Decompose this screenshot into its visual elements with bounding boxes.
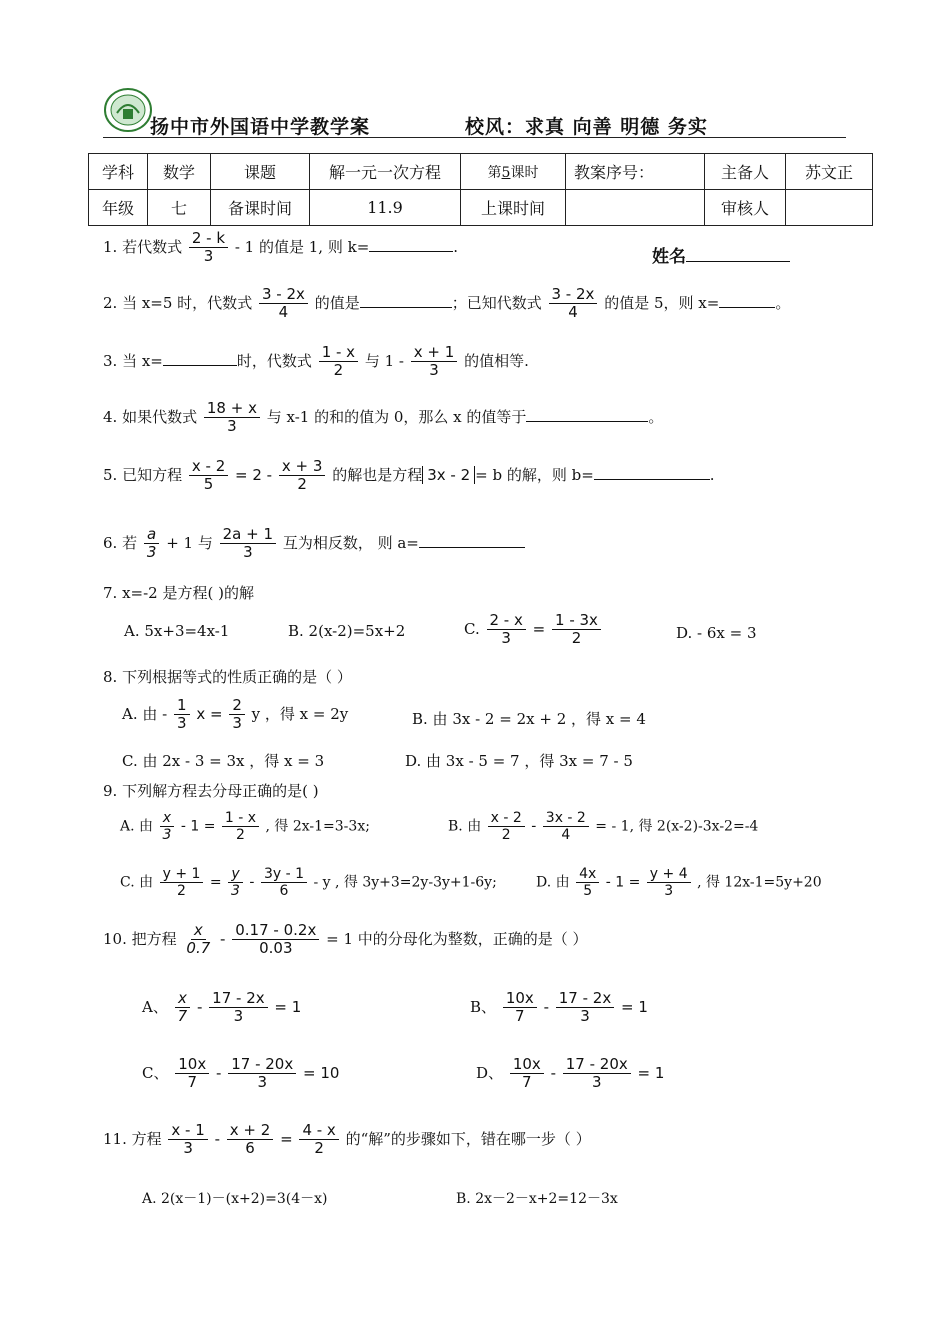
fraction: $\frac{2a + 1}{3}$ <box>220 526 276 562</box>
option-9a: A. 由 $\frac{x}{3}$ - 1 = $\frac{1 - x}{2}$ , 得 2x-1=3-3x; <box>120 810 370 844</box>
answer-blank[interactable] <box>369 237 453 252</box>
fraction: $\frac{3 - 2x}{4}$ <box>259 286 308 322</box>
option-7b: B. 2(x-2)=5x+2 <box>288 622 406 640</box>
fraction: $\frac{0.17 - 0.2x}{0.03}$ <box>232 922 319 958</box>
question-10-stem: 10. 把方程 $\frac{x}{0.7}$ - $\frac{0.17 - 0.2x}{0.03}$ = 1 中的分母化为整数，正确的是（ ） <box>103 921 588 958</box>
fraction: $\frac{x}{7}$ <box>175 990 191 1026</box>
fraction: $\frac{2 - x}{3}$ <box>487 612 526 648</box>
school-name: 扬中市外国语中学教学案 <box>150 116 371 138</box>
question-6: 6. 若 $\frac{a}{3}$ + 1 与 $\frac{2a + 1}{3}$ 互为相反数， 则 a= <box>103 526 525 562</box>
cell-topic: 解一元一次方程 <box>310 154 461 190</box>
fraction: $\frac{3x - 2}{4}$ <box>543 810 589 843</box>
question-4: 4. 如果代数式 $\frac{18 + x}{3}$ 与 x-1 的和的值为 0，那么 x 的值等于 。 <box>103 399 664 436</box>
option-11b: B. 2x－2－x+2=12－3x <box>456 1191 618 1207</box>
lesson-info-table <box>88 153 873 226</box>
fraction: $\frac{10x}{7}$ <box>175 1056 209 1092</box>
fraction: $\frac{x - 2}{5}$ <box>189 458 228 494</box>
answer-blank[interactable] <box>163 351 237 366</box>
fraction: $\frac{x + 2}{6}$ <box>227 1122 274 1158</box>
fraction: $\frac{x + 1}{3}$ <box>411 344 458 380</box>
fraction: $\frac{2 - k}{3}$ <box>189 230 228 266</box>
answer-blank[interactable] <box>360 293 452 308</box>
cell-subject: 数学 <box>148 154 211 190</box>
fraction: $\frac{x}{3}$ <box>159 810 174 843</box>
fraction: $\frac{2}{3}$ <box>229 697 245 733</box>
fraction: $\frac{y + 4}{3}$ <box>647 866 691 899</box>
school-logo <box>103 87 153 133</box>
fraction: $\frac{10x}{7}$ <box>510 1056 544 1092</box>
question-11-stem: 11. 方程 $\frac{x - 1}{3}$ - $\frac{x + 2}{6}$ = $\frac{4 - x}{2}$ 的“解”的步骤如下，错在哪一步（ ） <box>103 1121 591 1158</box>
fraction: $\frac{17 - 2x}{3}$ <box>556 990 614 1026</box>
fraction: $\frac{18 + x}{3}$ <box>204 400 260 436</box>
question-3: 3. 当 x= 时，代数式 $\frac{1 - x}{2}$ 与 1 - $\frac{x + 1}{3}$ 的值相等. <box>103 343 529 380</box>
name-field: 姓名 <box>652 242 790 267</box>
option-10c: C、 $\frac{10x}{7}$ - $\frac{17 - 20x}{3}$ = 10 <box>142 1055 340 1092</box>
header-rule <box>103 137 846 138</box>
fraction: $\frac{1 - x}{2}$ <box>222 810 259 843</box>
option-8a: A. 由 - $\frac{1}{3}$ x = $\frac{2}{3}$ y ，得 x = 2y <box>122 696 349 733</box>
fraction: $\frac{3 - 2x}{4}$ <box>549 286 598 322</box>
option-11a: A. 2(x－1)－(x+2)=3(4－x) <box>142 1191 328 1207</box>
fraction: $\frac{1 - 3x}{2}$ <box>552 612 601 648</box>
option-7c: C. $\frac{2 - x}{3}$ = $\frac{1 - 3x}{2}$ <box>464 612 603 648</box>
cell-grade: 七 <box>148 190 211 226</box>
cell-subject-label: 学科 <box>89 154 148 190</box>
fraction: $\frac{x - 2}{2}$ <box>488 810 525 843</box>
cell-lead: 苏文正 <box>786 154 873 190</box>
fraction: $\frac{4x}{5}$ <box>576 866 599 899</box>
table-row <box>89 190 873 226</box>
option-7d: D. - 6x = 3 <box>676 624 757 642</box>
cell-reviewer <box>786 190 873 226</box>
option-9d: D. 由 $\frac{4x}{5}$ - 1 = $\frac{y + 4}{3}$ , 得 12x-1=5y+20 <box>536 866 822 900</box>
fraction: $\frac{4 - x}{2}$ <box>299 1122 338 1158</box>
answer-blank[interactable] <box>419 533 525 548</box>
option-10b: B、 $\frac{10x}{7}$ - $\frac{17 - 2x}{3}$ = 1 <box>470 989 648 1026</box>
fraction: $\frac{y}{3}$ <box>228 866 243 899</box>
cell-reviewer-label: 审核人 <box>705 190 786 226</box>
fraction: $\frac{17 - 20x}{3}$ <box>563 1056 631 1092</box>
fraction: $\frac{17 - 20x}{3}$ <box>228 1056 296 1092</box>
question-1: 1. 若代数式 $\frac{2 - k}{3}$ - 1 的值是 1, 则 k= . <box>103 229 459 266</box>
cell-prep-time-label: 备课时间 <box>211 190 310 226</box>
option-9c: C. 由 $\frac{y + 1}{2}$ = $\frac{y}{3}$ - $\frac{3y - 1}{6}$ - y , 得 3y+3=2y-3y+1-6y; <box>120 866 497 900</box>
cell-class-time <box>566 190 705 226</box>
fraction: $\frac{10x}{7}$ <box>503 990 537 1026</box>
absolute-value: 3x - 2 <box>422 466 475 484</box>
fraction: $\frac{y + 1}{2}$ <box>160 866 204 899</box>
option-8d: D. 由 3x - 5 = 7 ，得 3x = 7 - 5 <box>405 752 633 770</box>
cell-lesson-number: 第5课时 <box>461 154 566 190</box>
answer-blank[interactable] <box>526 407 648 422</box>
name-input[interactable] <box>686 247 790 262</box>
fraction: $\frac{x + 3}{2}$ <box>279 458 326 494</box>
fraction: $\frac{3y - 1}{6}$ <box>261 866 307 899</box>
question-9-stem: 9. 下列解方程去分母正确的是( ) <box>103 782 319 800</box>
option-7a: A. 5x+3=4x-1 <box>124 622 230 640</box>
answer-blank[interactable] <box>594 465 710 480</box>
answer-blank[interactable] <box>719 293 775 308</box>
option-8c: C. 由 2x - 3 = 3x ，得 x = 3 <box>122 752 325 770</box>
question-8-stem: 8. 下列根据等式的性质正确的是（ ） <box>103 668 352 686</box>
cell-lead-label: 主备人 <box>705 154 786 190</box>
school-motto: 校风：求真 向善 明德 务实 <box>465 116 708 138</box>
fraction: $\frac{1}{3}$ <box>174 697 190 733</box>
option-10d: D、 $\frac{10x}{7}$ - $\frac{17 - 20x}{3}$ = 1 <box>476 1055 665 1092</box>
cell-class-time-label: 上课时间 <box>461 190 566 226</box>
option-8b: B. 由 3x - 2 = 2x + 2 ，得 x = 4 <box>412 710 646 728</box>
fraction: $\frac{17 - 2x}{3}$ <box>209 990 267 1026</box>
question-5: 5. 已知方程 $\frac{x - 2}{5}$ = 2 - $\frac{x + 3}{2}$ 的解也是方程 3x - 2 = b 的解，则 b= . <box>103 457 715 494</box>
cell-prep-time: 11.9 <box>310 190 461 226</box>
option-9b: B. 由 $\frac{x - 2}{2}$ - $\frac{3x - 2}{4}$ = - 1, 得 2(x-2)-3x-2=-4 <box>448 810 759 844</box>
question-2: 2. 当 x=5 时，代数式 $\frac{3 - 2x}{4}$ 的值是 ；已知代数式 $\frac{3 - 2x}{4}$ 的值是 5，则 x= 。 <box>103 285 791 322</box>
fraction: $\frac{a}{3}$ <box>144 526 160 562</box>
fraction: $\frac{x}{0.7}$ <box>186 921 211 958</box>
fraction: $\frac{1 - x}{2}$ <box>319 344 358 380</box>
option-10a: A、 $\frac{x}{7}$ - $\frac{17 - 2x}{3}$ = 1 <box>142 989 302 1026</box>
cell-topic-label: 课题 <box>211 154 310 190</box>
table-row <box>89 154 873 190</box>
cell-grade-label: 年级 <box>89 190 148 226</box>
cell-plan-number-label: 教案序号： <box>566 154 705 190</box>
question-7-stem: 7. x=-2 是方程( )的解 <box>103 584 254 602</box>
fraction: $\frac{x - 1}{3}$ <box>168 1122 207 1158</box>
